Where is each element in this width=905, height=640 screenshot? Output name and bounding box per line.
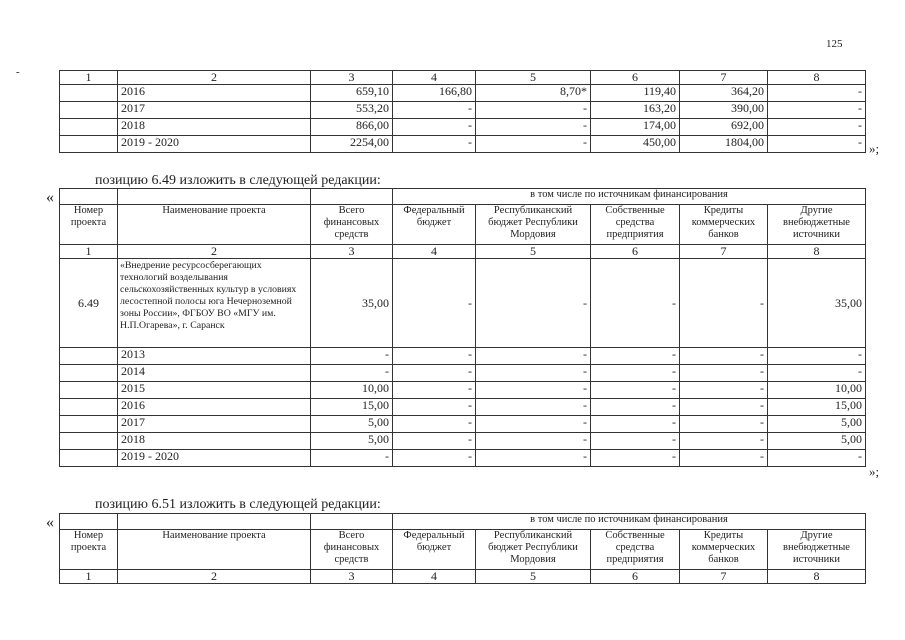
- table-row: [60, 85, 866, 102]
- value-cell: -: [476, 136, 591, 153]
- value-cell: -: [680, 365, 768, 382]
- table-row: [60, 433, 866, 450]
- column-number-row: 1 2 3 4 5 6 7 8: [60, 245, 866, 259]
- value-cell: 659,10: [311, 85, 393, 102]
- page-number: 125: [826, 38, 843, 50]
- project-number: 6.49: [60, 259, 118, 348]
- value-cell: -: [476, 416, 591, 433]
- value-cell: -: [680, 416, 768, 433]
- value-cell: 2254,00: [311, 136, 393, 153]
- table-row: [60, 399, 866, 416]
- value-cell: -: [393, 416, 476, 433]
- closing-quote: »;: [869, 464, 880, 479]
- value-cell: 364,20: [680, 85, 768, 102]
- value-cell: 10,00: [311, 382, 393, 399]
- value-cell: -: [476, 382, 591, 399]
- value-cell: -: [680, 399, 768, 416]
- value-cell: 10,00: [768, 382, 866, 399]
- value-cell: -: [768, 136, 866, 153]
- value-cell: -: [476, 399, 591, 416]
- super-header: в том числе по источникам финансирования: [393, 514, 866, 530]
- value-cell: -: [768, 450, 866, 467]
- value-cell: -: [476, 433, 591, 450]
- value-cell: 5,00: [768, 416, 866, 433]
- margin-mark: -: [16, 66, 20, 78]
- project-row: 6.49 «Внедрение ресурсосберегающих технологий возделывания сельскохозяйственных культур в условиях лесостепной полосы юга Нечерноземной зоны России», ФГБОУ ВО «МГУ им. Н.П.Огарева», г. Саранск 35,00 - - - - 35,00: [60, 259, 866, 348]
- value-cell: -: [680, 433, 768, 450]
- super-header-row: [60, 514, 866, 530]
- value-cell: -: [393, 450, 476, 467]
- year-cell: 2017: [118, 416, 311, 433]
- header-cell: Федеральный бюджет: [393, 205, 476, 245]
- value-cell: 119,40: [591, 85, 680, 102]
- value-cell: -: [591, 365, 680, 382]
- year-cell: 2018: [118, 119, 311, 136]
- column-number-row: 1 2 3 4 5 6 7 8: [60, 570, 866, 584]
- header-cell: Кредиты коммерческих банков: [680, 530, 768, 570]
- value-cell: -: [311, 450, 393, 467]
- year-cell: 2018: [118, 433, 311, 450]
- section-heading-6-51: позицию 6.51 изложить в следующей редакции:: [95, 497, 381, 512]
- value-cell: -: [591, 399, 680, 416]
- value-cell: -: [591, 450, 680, 467]
- value-cell: 15,00: [768, 399, 866, 416]
- value-cell: -: [476, 365, 591, 382]
- closing-quote: »;: [869, 141, 880, 156]
- value-cell: 5,00: [311, 433, 393, 450]
- value-cell: -: [591, 382, 680, 399]
- header-cell: Наименование проекта: [118, 205, 311, 245]
- header-cell: Номер проекта: [60, 205, 118, 245]
- value-cell: -: [476, 119, 591, 136]
- value-cell: -: [393, 136, 476, 153]
- table-row: [60, 365, 866, 382]
- value-cell: -: [591, 348, 680, 365]
- year-cell: 2014: [118, 365, 311, 382]
- super-header-row: [60, 189, 866, 205]
- section-heading-6-49: позицию 6.49 изложить в следующей редакции:: [95, 173, 381, 188]
- year-cell: 2017: [118, 102, 311, 119]
- header-cell: Республиканский бюджет Республики Мордовия: [476, 205, 591, 245]
- value-cell: -: [680, 382, 768, 399]
- header-cell: Другие внебюджетные источники: [768, 205, 866, 245]
- year-cell: 2016: [118, 399, 311, 416]
- header-cell: Всего финансовых средств: [311, 530, 393, 570]
- project-name: «Внедрение ресурсосберегающих технологий возделывания сельскохозяйственных культур в условиях лесостепной полосы юга Нечерноземной зоны России», ФГБОУ ВО «МГУ им. Н.П.Огарева», г. Саранск: [118, 259, 311, 348]
- opening-quote: «: [46, 189, 54, 206]
- value-cell: 390,00: [680, 102, 768, 119]
- year-cell: 2016: [118, 85, 311, 102]
- table-row: [60, 102, 866, 119]
- header-cell: Республиканский бюджет Республики Мордовия: [476, 530, 591, 570]
- continuation-table: [59, 70, 866, 153]
- header-cell: Всего финансовых средств: [311, 205, 393, 245]
- opening-quote: «: [46, 514, 54, 531]
- value-cell: 1804,00: [680, 136, 768, 153]
- value-cell: -: [393, 119, 476, 136]
- value-cell: -: [393, 382, 476, 399]
- header-cell: Собственные средства предприятия: [591, 205, 680, 245]
- value-cell: -: [680, 450, 768, 467]
- header-cell: Кредиты коммерческих банков: [680, 205, 768, 245]
- table-row: [60, 348, 866, 365]
- header-cell: Номер проекта: [60, 530, 118, 570]
- value-cell: 692,00: [680, 119, 768, 136]
- project-table-6-49: [59, 188, 866, 467]
- value-cell: -: [393, 433, 476, 450]
- value-cell: -: [768, 365, 866, 382]
- year-cell: 2015: [118, 382, 311, 399]
- value-cell: -: [768, 85, 866, 102]
- value-cell: -: [768, 119, 866, 136]
- value-cell: -: [311, 365, 393, 382]
- value-cell: 5,00: [768, 433, 866, 450]
- header-cell: Собственные средства предприятия: [591, 530, 680, 570]
- value-cell: 15,00: [311, 399, 393, 416]
- column-number-row: 1 2 3 4 5 6 7 8: [60, 71, 866, 85]
- value-cell: -: [476, 102, 591, 119]
- project-table-6-51: [59, 513, 866, 584]
- value-cell: -: [393, 102, 476, 119]
- value-cell: -: [393, 365, 476, 382]
- value-cell: 450,00: [591, 136, 680, 153]
- value-cell: -: [768, 102, 866, 119]
- table-row: [60, 416, 866, 433]
- value-cell: 8,70*: [476, 85, 591, 102]
- value-cell: 866,00: [311, 119, 393, 136]
- value-cell: -: [393, 399, 476, 416]
- header-cell: Федеральный бюджет: [393, 530, 476, 570]
- table-row: [60, 136, 866, 153]
- value-cell: -: [393, 348, 476, 365]
- value-cell: -: [591, 433, 680, 450]
- year-cell: 2019 - 2020: [118, 450, 311, 467]
- value-cell: -: [476, 348, 591, 365]
- header-cell: Другие внебюджетные источники: [768, 530, 866, 570]
- year-cell: 2013: [118, 348, 311, 365]
- table-row: [60, 382, 866, 399]
- value-cell: -: [476, 450, 591, 467]
- value-cell: 163,20: [591, 102, 680, 119]
- header-row: [60, 205, 866, 245]
- header-row: [60, 530, 866, 570]
- value-cell: 553,20: [311, 102, 393, 119]
- header-cell: Наименование проекта: [118, 530, 311, 570]
- value-cell: 5,00: [311, 416, 393, 433]
- year-cell: 2019 - 2020: [118, 136, 311, 153]
- value-cell: -: [591, 416, 680, 433]
- table-row: [60, 450, 866, 467]
- table-row: [60, 119, 866, 136]
- value-cell: 174,00: [591, 119, 680, 136]
- super-header: в том числе по источникам финансирования: [393, 189, 866, 205]
- value-cell: -: [768, 348, 866, 365]
- value-cell: -: [311, 348, 393, 365]
- value-cell: 166,80: [393, 85, 476, 102]
- value-cell: -: [680, 348, 768, 365]
